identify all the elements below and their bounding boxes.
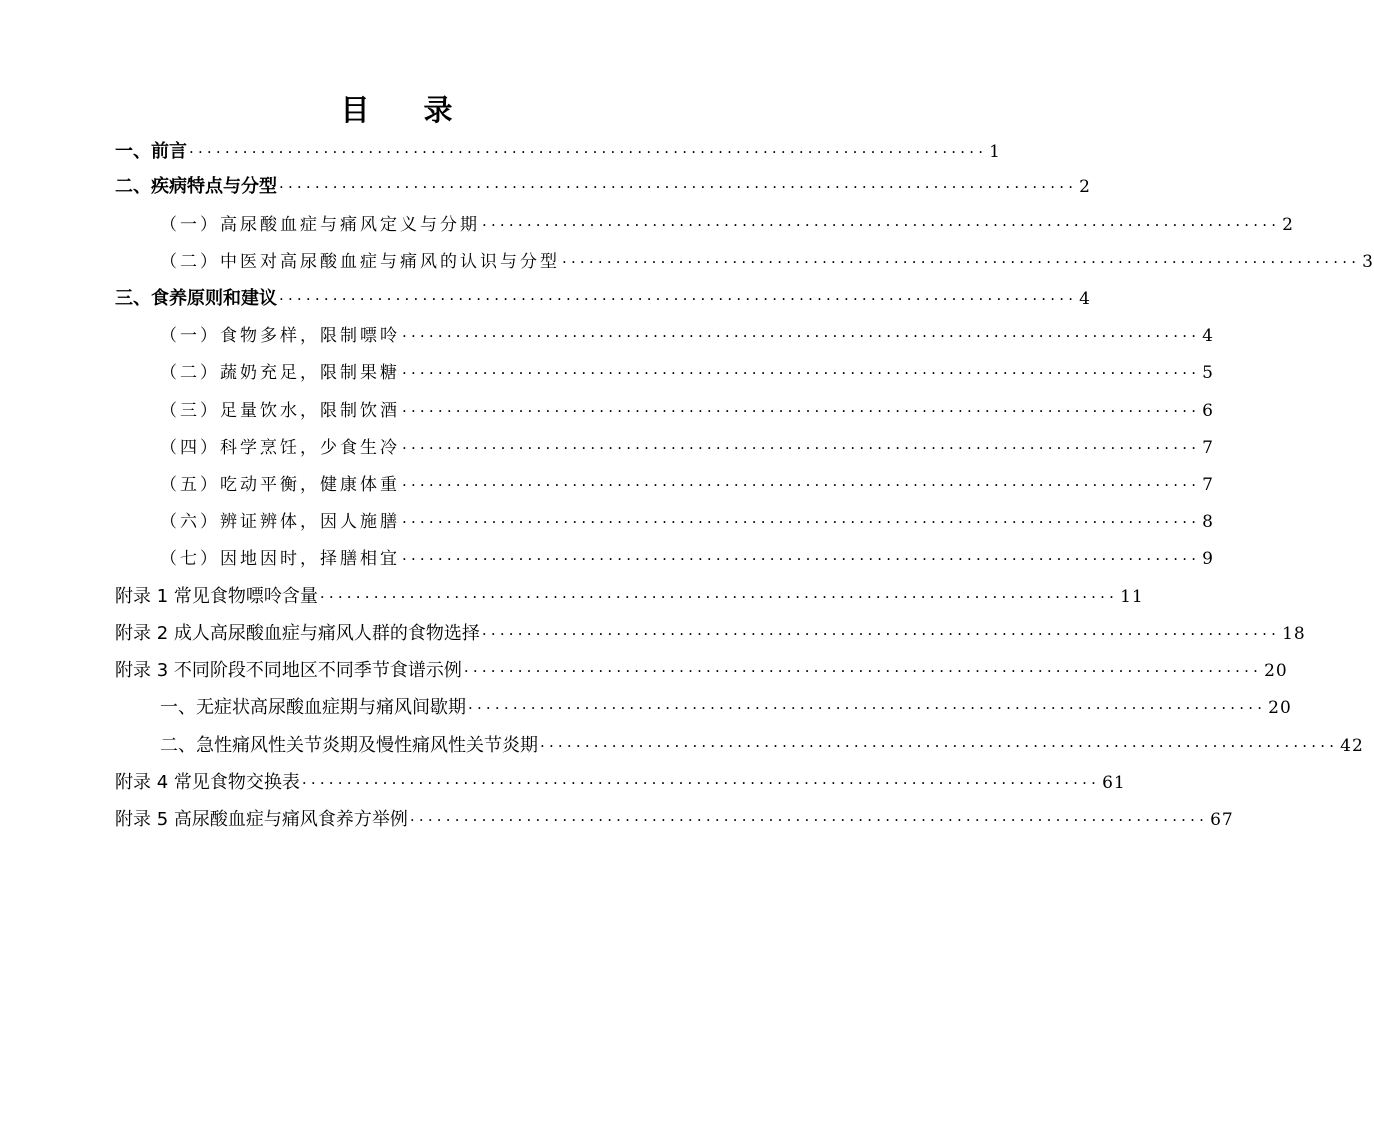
toc-entry-page: 4	[1079, 289, 1091, 309]
toc-entry-page: 2	[1079, 177, 1091, 197]
toc-entry-principle-2[interactable]	[160, 358, 1214, 388]
toc-entry-label: 附录 3 不同阶段不同地区不同季节食谱示例	[115, 660, 462, 681]
toc-entry-page: 7	[1202, 438, 1214, 458]
toc-entry-definition-staging[interactable]	[160, 210, 1294, 240]
dot-leader: ·························································································	[540, 737, 1339, 755]
toc-entry-label: 附录 1 常见食物嘌呤含量	[115, 586, 318, 607]
toc-entry-appendix-2[interactable]	[115, 619, 1306, 649]
toc-entry-principle-6[interactable]	[160, 507, 1214, 537]
toc-entry-label: 附录 2 成人高尿酸血症与痛风人群的食物选择	[115, 623, 480, 644]
toc-entry-label: 三、食养原则和建议	[115, 288, 277, 309]
toc-entry-label: （二）蔬奶充足，限制果糖	[160, 363, 400, 383]
dot-leader: ·························································································	[319, 588, 1119, 606]
toc-entry-label: 附录 5 高尿酸血症与痛风食养方举例	[115, 809, 408, 830]
toc-entry-page: 61	[1102, 773, 1126, 793]
toc-entry-preface[interactable]	[115, 137, 1001, 167]
dot-leader: ·························································································	[301, 774, 1101, 792]
toc-entry-principle-3[interactable]	[160, 396, 1214, 426]
toc-entry-label: （六）辨证辨体，因人施膳	[160, 512, 400, 532]
dot-leader: ·························································································	[189, 143, 988, 161]
dot-leader: ·························································································	[402, 402, 1201, 420]
toc-entry-page: 6	[1202, 401, 1214, 421]
toc-entry-label: 二、急性痛风性关节炎期及慢性痛风性关节炎期	[160, 735, 538, 756]
dot-leader: ·························································································	[562, 253, 1361, 271]
toc-entry-appendix-4[interactable]	[115, 768, 1126, 798]
toc-entry-principle-1[interactable]	[160, 321, 1214, 351]
toc-entry-page: 11	[1120, 587, 1144, 607]
toc-entry-label: （五）吃动平衡，健康体重	[160, 475, 400, 495]
toc-entry-label: （七）因地因时，择膳相宜	[160, 549, 400, 569]
toc-entry-page: 42	[1340, 736, 1364, 756]
toc-entry-page: 5	[1202, 363, 1214, 383]
dot-leader: ·························································································	[481, 625, 1281, 643]
dot-leader: ·························································································	[402, 476, 1201, 494]
toc-entry-page: 2	[1282, 215, 1294, 235]
dot-leader: ·························································································	[402, 327, 1201, 345]
toc-entry-principle-4[interactable]	[160, 433, 1214, 463]
dot-leader: ·························································································	[463, 662, 1263, 680]
toc-entry-label: （四）科学烹饪，少食生冷	[160, 438, 400, 458]
dot-leader: ·························································································	[468, 699, 1267, 717]
toc-entry-page: 18	[1282, 624, 1306, 644]
toc-entry-label: （一）食物多样，限制嘌呤	[160, 326, 400, 346]
dot-leader: ·························································································	[482, 216, 1281, 234]
toc-entry-principle-5[interactable]	[160, 470, 1214, 500]
dot-leader: ·························································································	[402, 513, 1201, 531]
toc-entry-page: 20	[1268, 698, 1292, 718]
toc-entry-page: 3	[1362, 252, 1374, 272]
dot-leader: ·························································································	[279, 290, 1078, 308]
toc-entry-diet-principles[interactable]	[115, 284, 1091, 314]
toc-entry-tcm-classification[interactable]	[160, 247, 1374, 277]
toc-entry-page: 67	[1210, 810, 1234, 830]
dot-leader: ·························································································	[409, 811, 1209, 829]
toc-entry-principle-7[interactable]	[160, 544, 1214, 574]
toc-entry-label: 二、疾病特点与分型	[115, 176, 277, 197]
toc-entry-label: 一、无症状高尿酸血症期与痛风间歇期	[160, 697, 466, 718]
toc-entry-appendix-3[interactable]	[115, 656, 1288, 686]
toc-entry-page: 1	[989, 142, 1001, 162]
toc-entry-page: 4	[1202, 326, 1214, 346]
toc-entry-label: 附录 4 常见食物交换表	[115, 772, 300, 793]
toc-entry-page: 9	[1202, 549, 1214, 569]
toc-entry-appendix-3-part-2[interactable]	[160, 731, 1364, 761]
dot-leader: ·························································································	[402, 439, 1201, 457]
toc-entry-appendix-5[interactable]	[115, 805, 1234, 835]
page-title: 目 录	[340, 93, 475, 127]
dot-leader: ·························································································	[279, 178, 1078, 196]
dot-leader: ·························································································	[402, 364, 1201, 382]
toc-entry-page: 8	[1202, 512, 1214, 532]
toc-entry-page: 20	[1264, 661, 1288, 681]
toc-entry-label: （一）高尿酸血症与痛风定义与分期	[160, 215, 480, 235]
toc-entry-disease-features[interactable]	[115, 172, 1091, 202]
toc-entry-appendix-3-part-1[interactable]	[160, 693, 1292, 723]
dot-leader: ·························································································	[402, 550, 1201, 568]
toc-entry-label: 一、前言	[115, 141, 187, 162]
toc-entry-label: （三）足量饮水，限制饮酒	[160, 401, 400, 421]
toc-entry-page: 7	[1202, 475, 1214, 495]
toc-entry-appendix-1[interactable]	[115, 582, 1144, 612]
toc-entry-label: （二）中医对高尿酸血症与痛风的认识与分型	[160, 252, 560, 272]
